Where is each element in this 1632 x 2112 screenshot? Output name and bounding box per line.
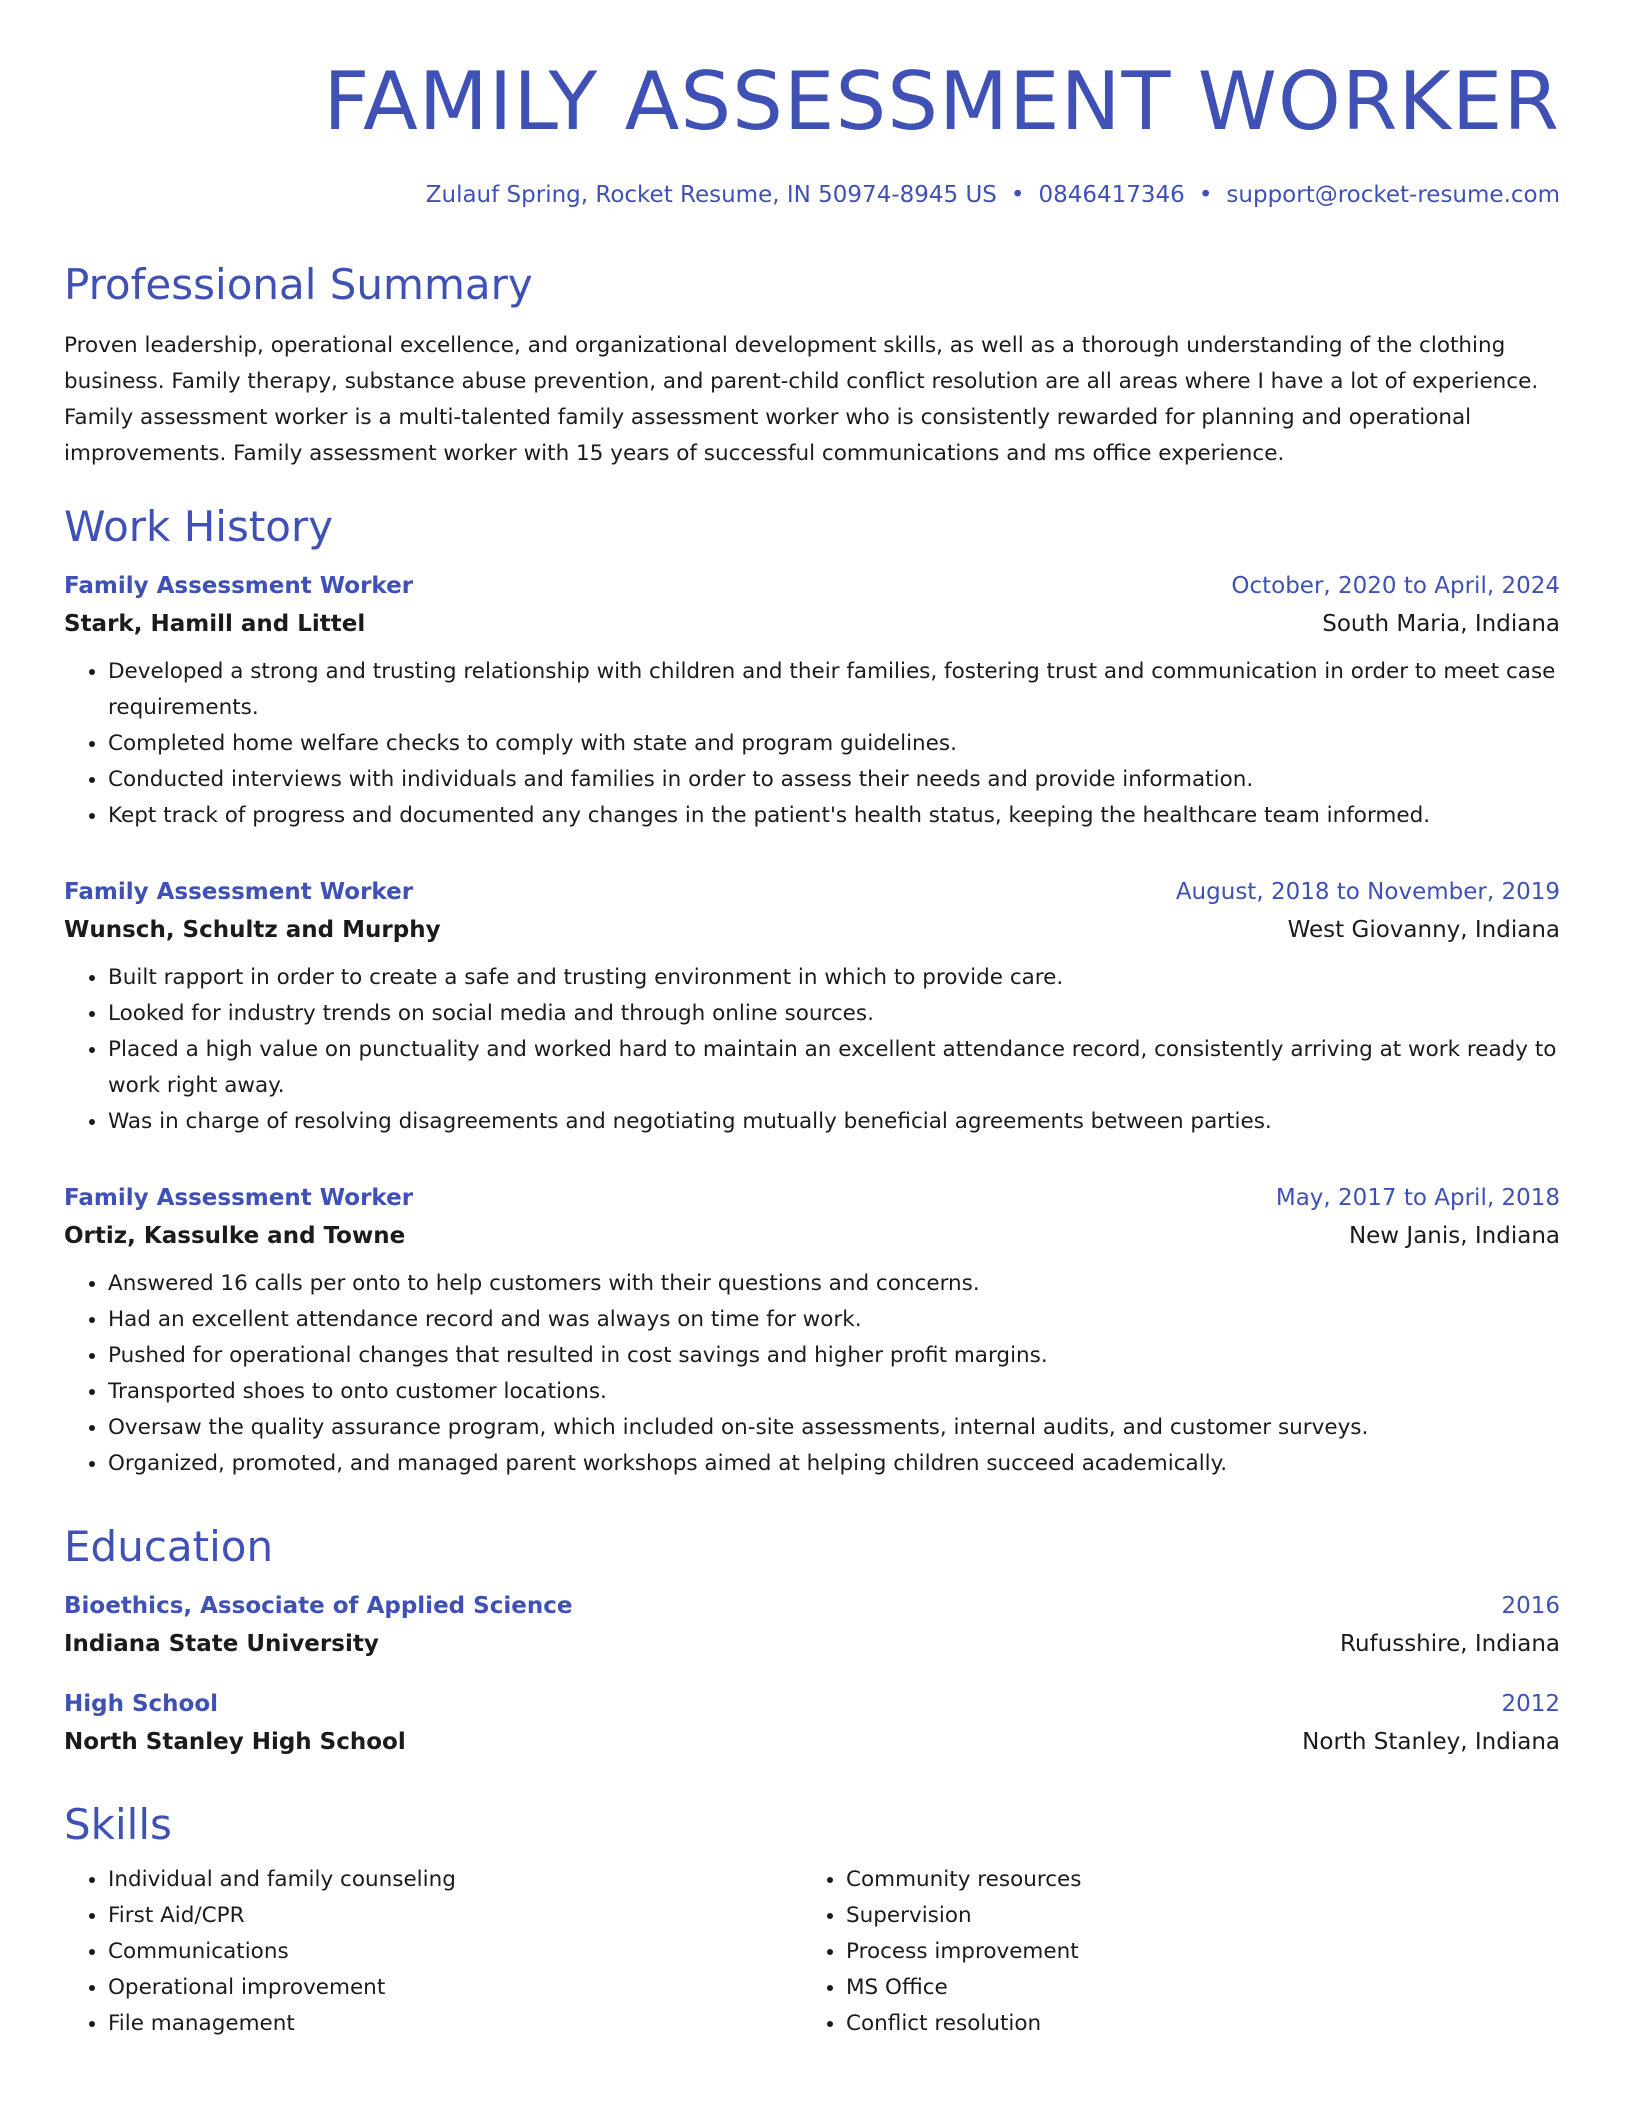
education-org bbox=[64, 1628, 1560, 1660]
education-entry bbox=[64, 1688, 1560, 1758]
job-entry bbox=[64, 876, 1560, 1140]
education-header bbox=[64, 1590, 1560, 1622]
skill-item: • Communications bbox=[108, 1934, 802, 1970]
contact-email: support@rocket-resume.com bbox=[1226, 182, 1560, 208]
skills-list bbox=[64, 1862, 1560, 2042]
job-location: New Janis, Indiana bbox=[1348, 1223, 1560, 1249]
education-org bbox=[64, 1726, 1560, 1758]
contact-line bbox=[64, 182, 1560, 208]
job-bullet: • Developed a strong and trusting relationship with children and their families, fostering trust and communication in order to meet case requirements. bbox=[108, 654, 1560, 726]
skill-item: • First Aid/CPR bbox=[108, 1898, 802, 1934]
job-company: Stark, Hamill and Littel bbox=[64, 611, 366, 637]
job-bullet: • Placed a high value on punctuality and worked hard to maintain an excellent attendance record, consistently arriving at work ready to work right away. bbox=[108, 1032, 1560, 1104]
job-dates: August, 2018 to November, 2019 bbox=[1175, 879, 1560, 905]
job-bullets bbox=[64, 960, 1560, 1140]
skills-column-left bbox=[64, 1862, 802, 2042]
candidate-name: FAMILY ASSESSMENT WORKER bbox=[323, 55, 1560, 148]
job-bullet: • Pushed for operational changes that resulted in cost savings and higher profit margins. bbox=[108, 1338, 1560, 1374]
job-bullets bbox=[64, 1266, 1560, 1482]
education-location: Rufusshire, Indiana bbox=[1340, 1631, 1560, 1657]
job-bullet: • Built rapport in order to create a safe and trusting environment in which to provide care. bbox=[108, 960, 1560, 996]
job-entry bbox=[64, 1182, 1560, 1482]
job-org bbox=[64, 608, 1560, 640]
job-role: Family Assessment Worker bbox=[64, 1185, 414, 1211]
job-location: South Maria, Indiana bbox=[1322, 611, 1560, 637]
education-degree: Bioethics, Associate of Applied Science bbox=[64, 1593, 573, 1619]
job-bullet: • Completed home welfare checks to comply with state and program guidelines. bbox=[108, 726, 1560, 762]
job-dates: May, 2017 to April, 2018 bbox=[1275, 1185, 1560, 1211]
education-entry bbox=[64, 1590, 1560, 1660]
job-bullet: • Looked for industry trends on social media and through online sources. bbox=[108, 996, 1560, 1032]
job-role: Family Assessment Worker bbox=[64, 879, 414, 905]
contact-address: Zulauf Spring, Rocket Resume, IN 50974-8945 US bbox=[425, 182, 997, 208]
job-bullet: • Oversaw the quality assurance program, which included on-site assessments, internal audits, and customer surveys. bbox=[108, 1410, 1560, 1446]
job-bullet: • Had an excellent attendance record and was always on time for work. bbox=[108, 1302, 1560, 1338]
section-title-work-history: Work History bbox=[64, 502, 334, 551]
job-org bbox=[64, 914, 1560, 946]
job-header bbox=[64, 570, 1560, 602]
job-bullet: • Answered 16 calls per onto to help customers with their questions and concerns. bbox=[108, 1266, 1560, 1302]
job-company: Ortiz, Kassulke and Towne bbox=[64, 1223, 406, 1249]
job-location: West Giovanny, Indiana bbox=[1287, 917, 1560, 943]
job-org bbox=[64, 1220, 1560, 1252]
job-header bbox=[64, 876, 1560, 908]
education-school: North Stanley High School bbox=[64, 1729, 406, 1755]
job-dates: October, 2020 to April, 2024 bbox=[1231, 573, 1560, 599]
skill-item: • Process improvement bbox=[846, 1934, 1540, 1970]
contact-phone: 0846417346 bbox=[1038, 182, 1185, 208]
job-bullet: • Organized, promoted, and managed parent workshops aimed at helping children succeed academically. bbox=[108, 1446, 1560, 1482]
skill-item: • Operational improvement bbox=[108, 1970, 802, 2006]
skill-item: • Community resources bbox=[846, 1862, 1540, 1898]
contact-separator: • bbox=[1010, 182, 1025, 208]
job-bullet: • Kept track of progress and documented any changes in the patient's health status, keeping the healthcare team informed. bbox=[108, 798, 1560, 834]
resume-page bbox=[64, 0, 1560, 2042]
job-bullet: • Conducted interviews with individuals and families in order to assess their needs and provide information. bbox=[108, 762, 1560, 798]
job-bullets bbox=[64, 654, 1560, 834]
skill-item: • File management bbox=[108, 2006, 802, 2042]
job-entry bbox=[64, 570, 1560, 834]
contact-separator: • bbox=[1198, 182, 1213, 208]
summary-text: Proven leadership, operational excellence, and organizational development skills, as well as a thorough understanding of the clothing business. Family therapy, substance abuse prevention, and parent-child conflict resolution are all areas where I have a lot of experience. Family assessment worker is a multi-talented family assessment worker who is consistently rewarded for planning and operational improvements. Family assessment worker with 15 years of successful communications and ms office experience. bbox=[64, 333, 1539, 466]
education-school: Indiana State University bbox=[64, 1631, 379, 1657]
job-company: Wunsch, Schultz and Murphy bbox=[64, 917, 441, 943]
education-degree: High School bbox=[64, 1691, 219, 1717]
education-location: North Stanley, Indiana bbox=[1302, 1729, 1560, 1755]
section-title-summary: Professional Summary bbox=[64, 260, 533, 309]
skills-column-right bbox=[802, 1862, 1540, 2042]
job-header bbox=[64, 1182, 1560, 1214]
section-title-education: Education bbox=[64, 1522, 274, 1571]
skill-item: • Individual and family counseling bbox=[108, 1862, 802, 1898]
skill-item: • MS Office bbox=[846, 1970, 1540, 2006]
education-year: 2016 bbox=[1501, 1593, 1560, 1619]
job-role: Family Assessment Worker bbox=[64, 573, 414, 599]
job-bullet: • Transported shoes to onto customer locations. bbox=[108, 1374, 1560, 1410]
skill-item: • Conflict resolution bbox=[846, 2006, 1540, 2042]
education-header bbox=[64, 1688, 1560, 1720]
education-year: 2012 bbox=[1501, 1691, 1560, 1717]
job-bullet: • Was in charge of resolving disagreements and negotiating mutually beneficial agreements between parties. bbox=[108, 1104, 1560, 1140]
skill-item: • Supervision bbox=[846, 1898, 1540, 1934]
section-title-skills: Skills bbox=[64, 1800, 172, 1849]
